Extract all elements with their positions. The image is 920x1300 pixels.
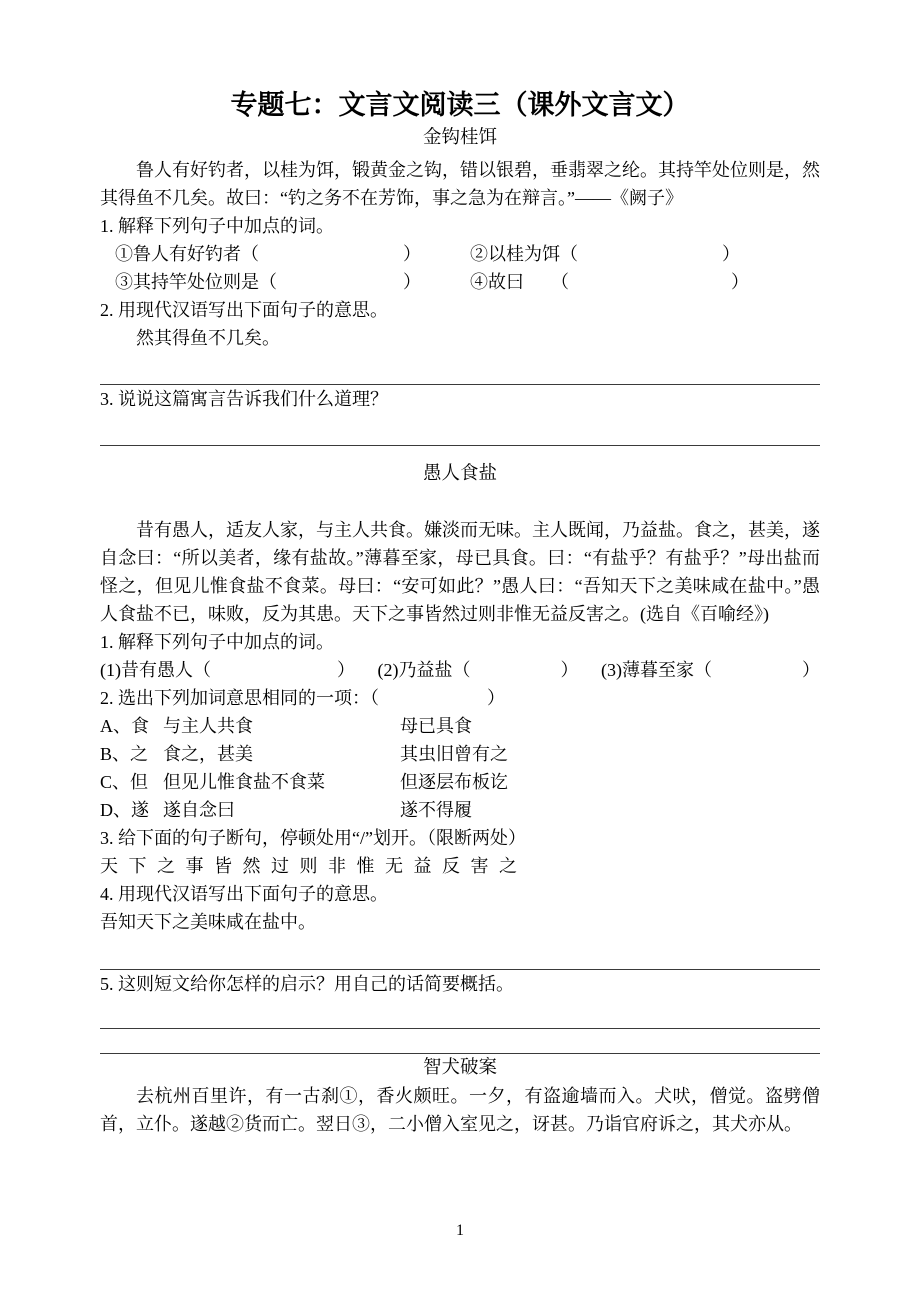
passage2-body: 昔有愚人，适友人家，与主人共食。嫌淡而无味。主人既闻，乃益盐。食之，甚美，遂自念曰：“所以美者，缘有盐故。”薄暮至家，母已具食。曰：“有盐乎？有盐乎？”母出盐而怪之，但见儿惟食盐不食菜。母曰：“安可如此？”愚人曰：“吾知天下之美味咸在盐中。”愚人食盐不已，味败，反为其患。天下之事皆然过则非惟无益反害之。(选自《百喻经》) bbox=[100, 520, 820, 624]
passage2-q4-label: 4. 用现代汉语写出下面句子的意思。 bbox=[100, 884, 388, 904]
passage1-q1-label: 1. 解释下列句子中加点的词。 bbox=[100, 216, 334, 236]
passage2-q2-label: 2. 选出下列加词意思相同的一项：（ ） bbox=[100, 688, 505, 708]
passage1-q2-sentence: 然其得鱼不几矣。 bbox=[136, 328, 280, 348]
choice-c-key: C、但 bbox=[100, 772, 149, 792]
choice-d-key: D、遂 bbox=[100, 800, 149, 820]
passage2-q1-item1: (1)昔有愚人（ ） bbox=[100, 660, 355, 680]
passage1-q1-row2 bbox=[100, 268, 820, 296]
passage1-q1-item4: ④故曰 （ ） bbox=[470, 272, 749, 292]
choice-row-b bbox=[100, 740, 820, 768]
document-title: 专题七：文言文阅读三（课外文言文） bbox=[230, 90, 690, 120]
choice-b-key: B、之 bbox=[100, 744, 149, 764]
choice-d-phrase1: 遂自念曰 bbox=[163, 800, 235, 820]
choice-row-d bbox=[100, 796, 820, 824]
passage2-q3-label: 3. 给下面的句子断句，停顿处用“/”划开。（限断两处） bbox=[100, 828, 526, 848]
passage-3 bbox=[100, 1054, 820, 1138]
passage1-q1-row1 bbox=[100, 240, 820, 268]
passage2-q1-row bbox=[100, 656, 820, 684]
answer-blank-line bbox=[100, 352, 820, 385]
answer-blank-line bbox=[100, 1029, 820, 1054]
answer-blank-line bbox=[100, 998, 820, 1029]
choice-c-phrase2: 但逐层布板讫 bbox=[400, 772, 508, 792]
passage1-q1-item3: ③其持竿处位则是（ ） bbox=[115, 272, 421, 292]
passage-2 bbox=[100, 460, 820, 1054]
passage1-q1-item2: ②以桂为饵（ ） bbox=[470, 244, 740, 264]
passage2-q3-sentence: 天 下 之 事 皆 然 过 则 非 惟 无 益 反 害 之 bbox=[100, 856, 517, 876]
choice-a-phrase2: 母已具食 bbox=[400, 716, 472, 736]
passage2-q5-label: 5. 这则短文给你怎样的启示？用自己的话简要概括。 bbox=[100, 974, 514, 994]
choice-row-a bbox=[100, 712, 820, 740]
choice-row-c bbox=[100, 768, 820, 796]
passage-1 bbox=[100, 124, 820, 446]
passage2-q4-sentence: 吾知天下之美味咸在盐中。 bbox=[100, 912, 316, 932]
choice-b-phrase2: 其虫旧曾有之 bbox=[400, 744, 508, 764]
passage3-heading: 智犬破案 bbox=[422, 1058, 497, 1078]
choice-d-phrase2: 遂不得履 bbox=[400, 800, 472, 820]
answer-blank-line bbox=[100, 936, 820, 970]
passage2-q1-label: 1. 解释下列句子中加点的词。 bbox=[100, 632, 334, 652]
passage2-heading: 愚人食盐 bbox=[422, 464, 497, 484]
passage2-q1-item2: (2)乃益盐（ ） bbox=[377, 660, 579, 680]
passage1-q1-item1: ①鲁人有好钓者（ ） bbox=[115, 244, 421, 264]
choice-a-key: A、食 bbox=[100, 716, 149, 736]
answer-blank-line bbox=[100, 413, 820, 446]
page-number: 1 bbox=[456, 1222, 464, 1239]
passage1-heading: 金钩桂饵 bbox=[422, 128, 497, 148]
choice-a-phrase1: 与主人共食 bbox=[163, 716, 253, 736]
passage2-q1-item3: (3)薄暮至家（ ） bbox=[601, 660, 820, 680]
choice-c-phrase1: 但见儿惟食盐不食菜 bbox=[163, 772, 325, 792]
choice-b-phrase1: 食之，甚美 bbox=[163, 744, 253, 764]
passage1-q2-label: 2. 用现代汉语写出下面句子的意思。 bbox=[100, 300, 388, 320]
passage1-body: 鲁人有好钓者，以桂为饵，锻黄金之钩，错以银碧，垂翡翠之纶。其持竿处位则是，然其得鱼不几矣。故曰：“钓之务不在芳饰，事之急为在辩言。”——《阙子》 bbox=[100, 160, 820, 208]
passage3-body: 去杭州百里许，有一古刹①，香火颇旺。一夕，有盗逾墙而入。犬吠，僧觉。盗劈僧首，立仆。遂越②货而亡。翌日③，二小僧入室见之，讶甚。乃诣官府诉之，其犬亦从。 bbox=[100, 1086, 820, 1134]
passage1-q3-label: 3. 说说这篇寓言告诉我们什么道理？ bbox=[100, 389, 388, 409]
